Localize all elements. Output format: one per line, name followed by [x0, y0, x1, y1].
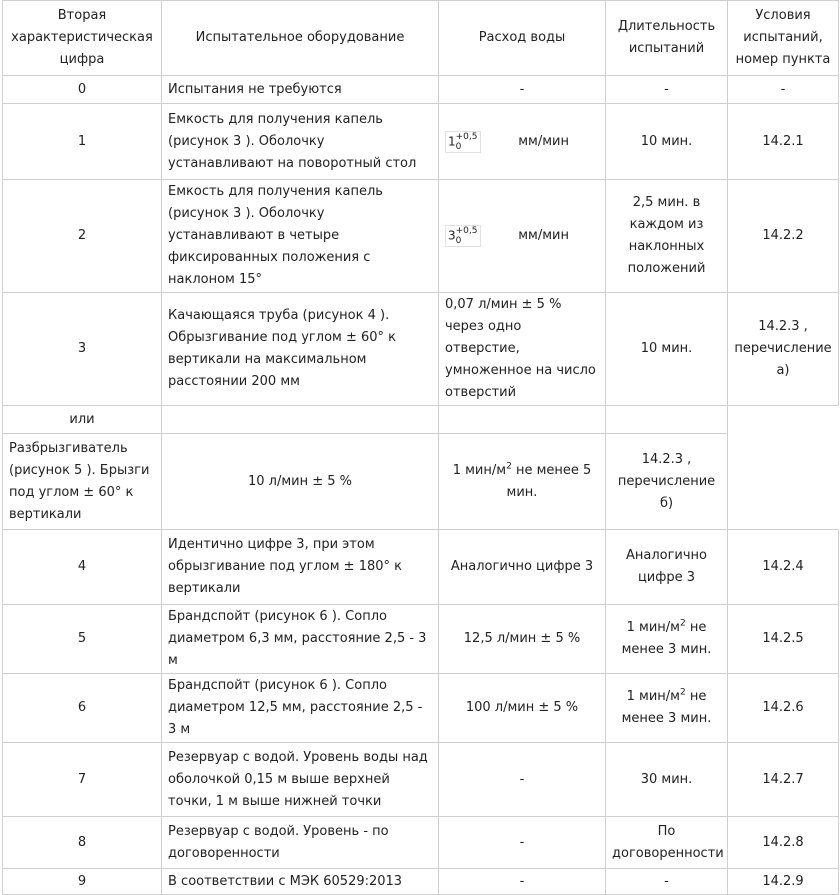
cell-equipment: Резервуар с водой. Уровень - по договоренности	[162, 817, 439, 869]
cell-clause: -	[728, 76, 839, 104]
cell-equipment: Брандспойт (рисунок 6 ). Сопло диаметром 6,3 мм, расстояние 2,5 - 3 м	[162, 605, 439, 674]
table-row	[3, 605, 839, 674]
cell-flow: 12,5 л/мин ± 5 %	[439, 605, 606, 674]
cell-digit: 0	[3, 76, 162, 104]
flow-tolerance-formula: 3 +0,5 0	[445, 225, 481, 247]
cell-duration: 1 мин/$м^2$ не менее 3 мин.	[606, 674, 728, 743]
cell-clause: 14.2.1	[728, 104, 839, 180]
cell-equipment: Идентично цифре 3, при этом обрызгивание под углом ± 180° к вертикали	[162, 530, 439, 605]
cell-duration: 10 мин.	[606, 293, 728, 406]
flow-unit: мм/мин	[518, 133, 569, 149]
cell-digit: 7	[3, 743, 162, 817]
cell-digit: 3	[3, 293, 162, 406]
cell-duration: По договоренности	[606, 817, 728, 869]
header-digit: Вторая характеристическая цифра	[3, 1, 162, 76]
table-row	[3, 104, 839, 180]
test-conditions-table	[2, 0, 839, 895]
cell-clause: 14.2.7	[728, 743, 839, 817]
table-row	[3, 434, 839, 530]
cell-duration: 2,5 мин. в каждом из наклонных положений	[606, 180, 728, 293]
cell-flow	[439, 180, 606, 293]
cell-clause: 14.2.6	[728, 674, 839, 743]
cell-flow: 100 л/мин ± 5 %	[439, 674, 606, 743]
table-row	[3, 76, 839, 104]
cell-digit: 8	[3, 817, 162, 869]
cell-clause: 14.2.4	[728, 530, 839, 605]
table-header-row	[3, 1, 839, 76]
cell-flow: -	[439, 869, 606, 895]
cell-equipment: Брандспойт (рисунок 6 ). Сопло диаметром 12,5 мм, расстояние 2,5 - 3 м	[162, 674, 439, 743]
cell-flow: 10 л/мин ± 5 %	[162, 434, 439, 530]
cell-clause: 14.2.5	[728, 605, 839, 674]
table-row-or	[3, 406, 839, 434]
cell-digit: 9	[3, 869, 162, 895]
cell-duration: 30 мин.	[606, 743, 728, 817]
cell-clause: 14.2.9	[728, 869, 839, 895]
cell-flow	[439, 104, 606, 180]
cell-duration: 10 мин.	[606, 104, 728, 180]
cell-clause: 14.2.2	[728, 180, 839, 293]
cell-digit: 5	[3, 605, 162, 674]
cell-equipment: Резервуар с водой. Уровень воды над оболочкой 0,15 м выше верхней точки, 1 м выше нижней точки	[162, 743, 439, 817]
cell-duration: -	[606, 76, 728, 104]
cell-flow: Аналогично цифре 3	[439, 530, 606, 605]
cell-digit: 6	[3, 674, 162, 743]
cell-digit: 2	[3, 180, 162, 293]
table-row	[3, 530, 839, 605]
table-row	[3, 180, 839, 293]
cell-equipment: Испытания не требуются	[162, 76, 439, 104]
flow-tolerance-formula: 1 +0,5 0	[445, 131, 481, 153]
table-row	[3, 293, 839, 406]
cell-duration: Аналогично цифре 3	[606, 530, 728, 605]
cell-clause: 14.2.3 , перечисление а)	[728, 293, 839, 406]
cell-equipment: Качающаяся труба (рисунок 4 ). Обрызгивание под углом ± 60° к вертикали на максимальном расстоянии 200 мм	[162, 293, 439, 406]
header-flow: Расход воды	[439, 1, 606, 76]
cell-equipment: Емкость для получения капель (рисунок 3 ). Оболочку устанавливают на поворотный стол	[162, 104, 439, 180]
table-row	[3, 743, 839, 817]
cell-equipment: В соответствии с МЭК 60529:2013	[162, 869, 439, 895]
cell-clause: 14.2.3 , перечисление б)	[606, 434, 728, 530]
cell-equipment: Разбрызгиватель (рисунок 5 ). Брызги под углом ± 60° к вертикали	[3, 434, 162, 530]
cell-or: или	[3, 406, 162, 434]
header-clause: Условия испытаний, номер пункта	[728, 1, 839, 76]
table-row	[3, 674, 839, 743]
header-equipment: Испытательное оборудование	[162, 1, 439, 76]
cell-flow: -	[439, 76, 606, 104]
cell-duration: 1 мин/$м^2$ не менее 5 мин.	[439, 434, 606, 530]
header-duration: Длительность испытаний	[606, 1, 728, 76]
cell-equipment: Емкость для получения капель (рисунок 3 ). Оболочку устанавливают в четыре фиксированных положения с наклоном 15°	[162, 180, 439, 293]
flow-unit: мм/мин	[518, 228, 569, 243]
table-row	[3, 869, 839, 895]
cell-flow: 0,07 л/мин ± 5 % через одно отверстие, умноженное на число отверстий	[439, 293, 606, 406]
cell-duration: 1 мин/$м^2$ не менее 3 мин.	[606, 605, 728, 674]
cell-digit: 1	[3, 104, 162, 180]
cell-duration: -	[606, 869, 728, 895]
cell-digit: 4	[3, 530, 162, 605]
cell-flow: -	[439, 817, 606, 869]
cell-clause: 14.2.8	[728, 817, 839, 869]
cell-flow: -	[439, 743, 606, 817]
